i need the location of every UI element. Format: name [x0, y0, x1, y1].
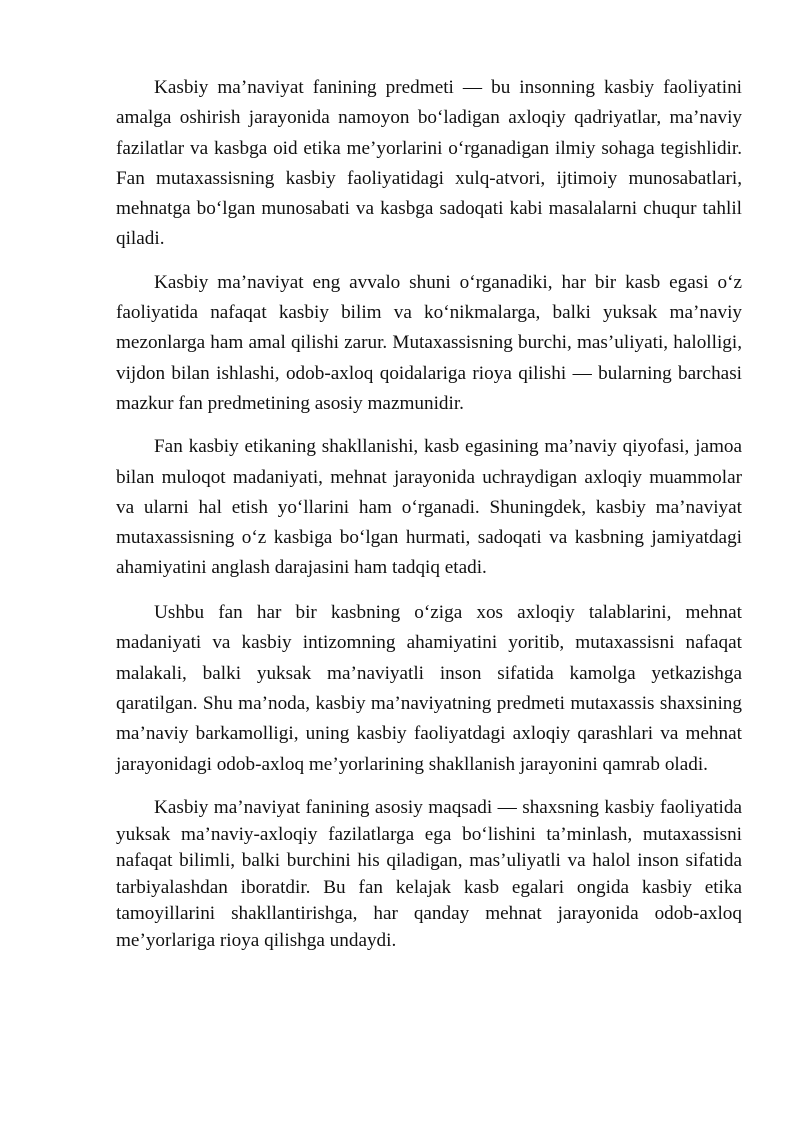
document-page — [116, 73, 742, 954]
paragraph-discipline-goal: Ushbu fan har bir kasbning o‘ziga xos axloqiy talablarini, mehnat madaniyati va kasbiy intizomning ahamiyatini yoritib, mutaxassisni nafaqat malakali, balki yuksak ma’naviyatli inson sifatida kamolga yetkazishga qaratilgan. Shu ma’noda, kasbiy ma’naviyatning predmeti mutaxassis shaxsining ma’naviy barkamolligi, uning kasbiy faoliyatdagi axloqiy qarashlari va mehnat jarayonidagi odob-axloq me’yorlarining shakllanish jarayonini qamrab oladi. — [116, 601, 742, 775]
paragraph-professional-ethics: Fan kasbiy etikaning shakllanishi, kasb egasining ma’naviy qiyofasi, jamoa bilan muloqot madaniyati, mehnat jarayonida uchraydigan axloqiy muammolar va ularni hal etish yo‘llarini ham o‘rganadi. Shuningdek, kasbiy ma’naviyat mutaxassisning o‘z kasbiga bo‘lgan hurmati, sadoqati va kasbning jamiyatdagi ahamiyatini anglash darajasini ham tadqiq etadi. — [116, 436, 742, 579]
paragraph-study-scope: Kasbiy ma’naviyat eng avvalo shuni o‘rganadiki, har bir kasb egasi o‘z faoliyatida nafaqat kasbiy bilim va ko‘nikmalarga, balki yuksak ma’naviy mezonlarga ham amal qilishi zarur. Mutaxassisning burchi, mas’uliyati, halolligi, vijdon bilan ishlashi, odob-axloq qoidalariga rioya qilishi — bularning barchasi mazkur fan predmetining asosiy mazmunidir. — [116, 271, 742, 414]
paragraph-main-purpose: Kasbiy ma’naviyat fanining asosiy maqsadi — shaxsning kasbiy faoliyatida yuksak ma’naviy-axloqiy fazilatlarga ega bo‘lishini ta’minlash, mutaxassisni nafaqat bilimli, balki burchini his qiladigan, mas’uliyatli va halol inson sifatida tarbiyalashdan iboratdir. Bu fan kelajak kasb egalari ongida kasbiy etika tamoyillarini shakllantirishga, har qanday mehnat jarayonida odob-axloq me’yorlariga rioya qilishga undaydi. — [116, 797, 742, 951]
paragraph-subject: Kasbiy ma’naviyat fanining predmeti — bu insonning kasbiy faoliyatini amalga oshirish jarayonida namoyon bo‘ladigan axloqiy qadriyatlar, ma’naviy fazilatlar va kasbga oid etika me’yorlarini o‘rganadigan ilmiy sohaga tegishlidir. Fan mutaxassisning kasbiy faoliyatidagi xulq-atvori, ijtimoiy munosabatlari, mehnatga bo‘lgan munosabati va kasbga sadoqati kabi masalalarni chuqur tahlil qiladi. — [116, 77, 742, 250]
